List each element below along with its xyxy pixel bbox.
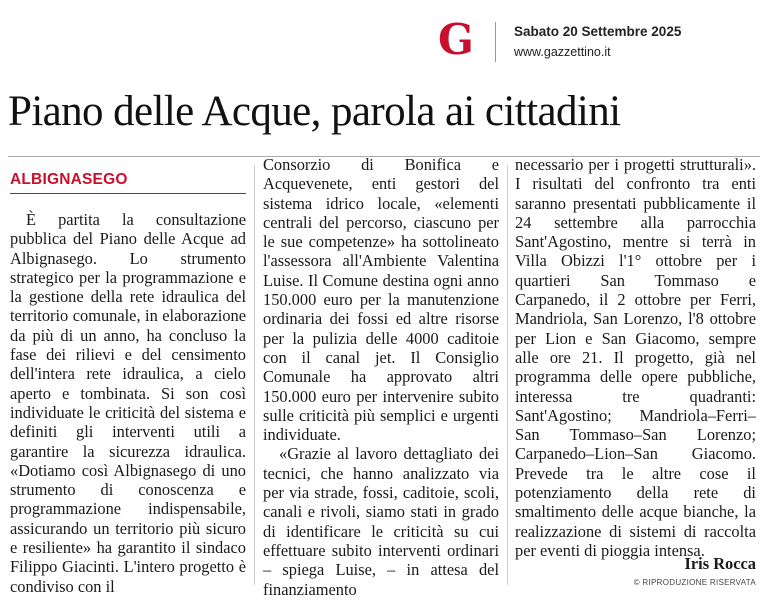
article-column-2 [263,155,499,599]
article-column-1 [10,210,246,596]
paragraph: È partita la consultazione pubblica del Piano delle Acque ad Albignasego. Lo strumento strategico per la programmazione e la gestione della rete idraulica del territorio comunale, in elaborazione da più di un anno, ha concluso la fase dei rilievi e del censimento dell'intera rete idraulica, a cielo aperto e tombinata. Si son così individuate le criticità del sistema e definiti gli interventi utili a garantire la sicurezza idraulica. «Dotiamo così Albignasego di uno strumento di conoscenza e programmazione indispensabile, assicurando un territorio più sicuro e resiliente» ha garantito il sindaco Filippo Giacinti. L'intero progetto è condiviso con il [10,210,246,596]
kicker-underline [10,193,246,194]
author-byline: Iris Rocca [684,554,756,573]
article-column-3 [515,155,756,560]
section-kicker: ALBIGNASEGO [10,171,128,188]
paragraph: Consorzio di Bonifica e Acquevenete, enti gestori del sistema idrico locale, «elementi centrali del percorso, ciascuno per le sue competenze» ha sottolineato l'assessora all'Ambiente Valentina Luise. Il Comune destina ogni anno 150.000 euro per la manutenzione ordinaria dei fossi ed altre risorse per la pulizia delle 4000 caditoie con il canal jet. Il Consiglio Comunale ha approvato altri 150.000 euro per intervenire subito sulle criticità più semplici e urgenti individuate. [263,155,499,445]
copyright-notice: © RIPRODUZIONE RISERVATA [633,578,756,587]
paragraph: necessario per i progetti strutturali». I risultati del confronto tra enti saranno presentati pubblicamente il 24 settembre alla parrocchia Sant'Agostino, mentre si terrà in Villa Obizzi l'1° ottobre per i quartieri San Tommaso e Carpanedo, il 2 ottobre per Ferri, Mandriola, San Lorenzo, l'8 ottobre per Lion e San Giacomo, sempre alle ore 21. Il progetto, già nel programma delle opere pubbliche, interessa tre quadranti: Sant'Agostino; Mandriola–Ferri–San Tommaso–San Lorenzo; Carpanedo–Lion–San Giacomo. Prevede tra le altre cose il potenziamento della rete di smaltimento delle acque bianche, la realizzazione di sistemi di raccolta per eventi di pioggia intensa. [515,155,756,560]
masthead-divider [495,22,496,62]
article-headline: Piano delle Acque, parola ai cittadini [8,88,621,135]
issue-date: Sabato 20 Settembre 2025 [514,24,682,39]
gazzettino-logo: G [438,15,474,64]
site-url: www.gazzettino.it [514,45,611,59]
paragraph: «Grazie al lavoro dettagliato dei tecnici, che hanno analizzato via per via strade, fossi, caditoie, scoli, canali e rivoli, siamo stati in grado di identificare le criticità su cui effettuare subito interventi ordinari – spiega Luise, – in attesa del finanziamento [263,444,499,599]
column-divider [507,165,508,585]
column-divider [254,165,255,585]
